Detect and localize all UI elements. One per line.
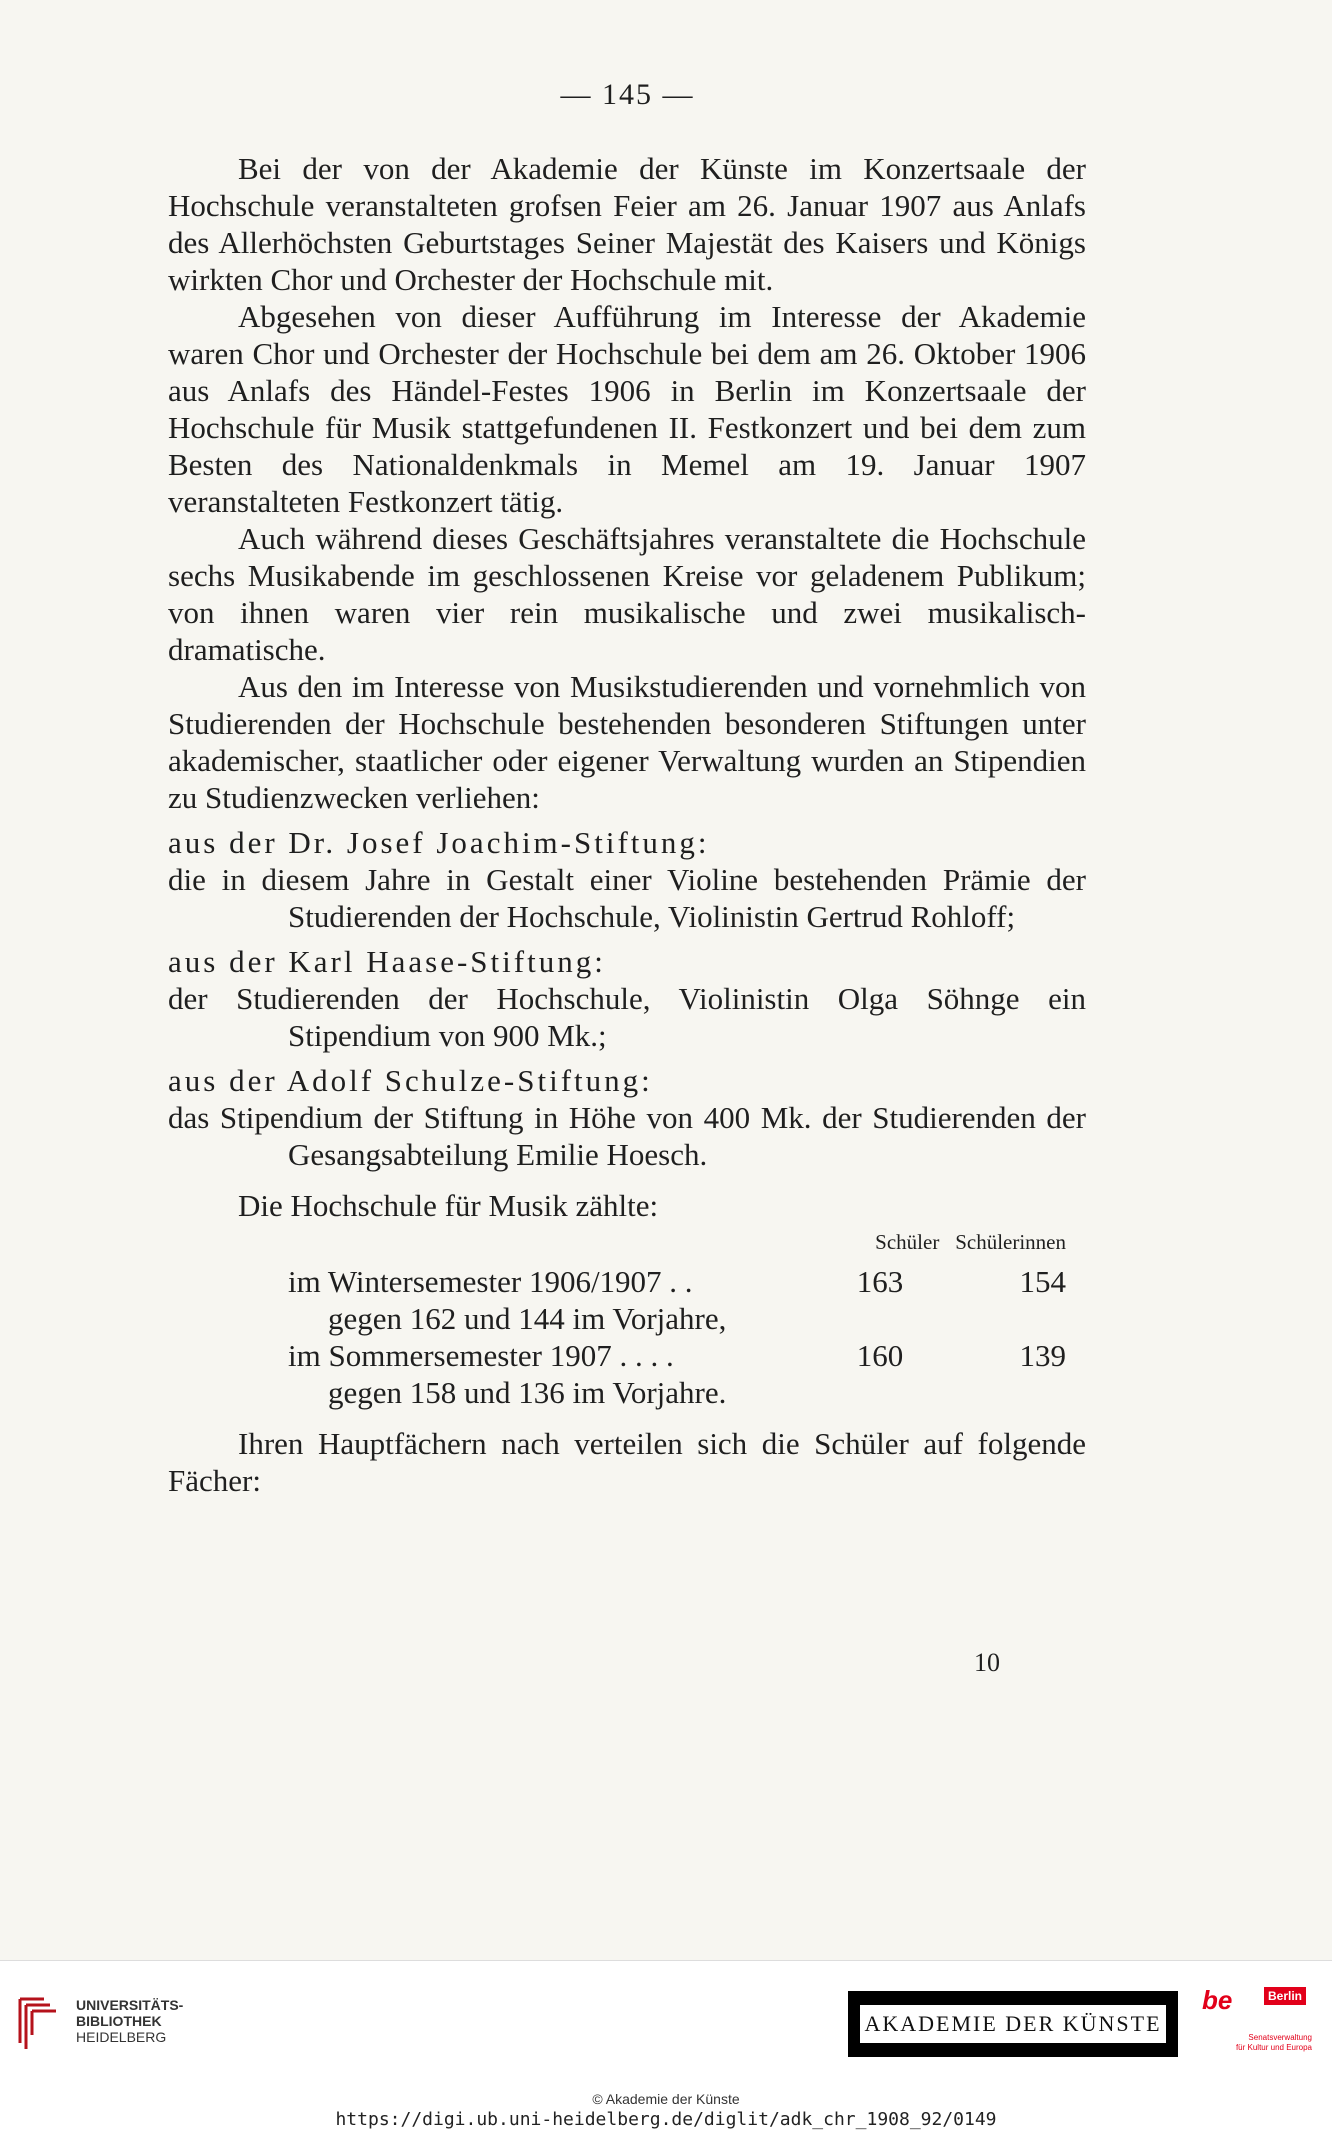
permalink-url[interactable]: https://digi.ub.uni-heidelberg.de/diglit/adk_chr_1908_92/0149 <box>335 2109 997 2130</box>
berlin-tag: Berlin <box>1264 1987 1306 2005</box>
university-library-logo-icon[interactable] <box>14 1991 64 2051</box>
cell-schuelerinnen: 154 <box>1019 1264 1066 1299</box>
stiftung-text-3: das Stipendium der Stiftung in Höhe von 400 Mk. der Studierenden der Gesangsabteilung Emilie Hoesch. <box>168 1100 1086 1172</box>
page-number: — 145 — <box>560 78 695 111</box>
stiftung-heading-2: aus der Karl Haase-Stiftung: <box>168 944 606 979</box>
paragraph-4: Aus den im Interesse von Musikstudierenden und vornehmlich von Studierenden der Hochschule bestehenden besonderen Stiftungen unter akademischer, staatlicher oder eigener Verwaltung wurden an Stipendien zu Studienzwecken verliehen: <box>168 669 1086 815</box>
akademie-der-kuenste-logo[interactable] <box>848 1991 1178 2057</box>
stiftung-heading-3: aus der Adolf Schulze-Stiftung: <box>168 1063 653 1098</box>
paragraph-1: Bei der von der Akademie der Künste im Konzertsaale der Hochschule veranstalteten grofsen Feier am 26. Januar 1907 aus Anlafs des Allerhöchsten Geburtstages Seiner Majestät des Kaisers und Königs wirkten Chor und Orchester der Hochschule mit. <box>168 151 1086 297</box>
akademie-label: AKADEMIE DER KÜNSTE <box>860 2005 1166 2043</box>
table-row <box>288 1374 1086 1411</box>
cell-schuelerinnen: 139 <box>1019 1338 1066 1373</box>
table-row <box>288 1300 1086 1337</box>
row-label: im Sommersemester 1907 . . . . <box>288 1338 674 1373</box>
stiftung-heading-1: aus der Dr. Josef Joachim-Stiftung: <box>168 825 710 860</box>
viewer-footer <box>0 1960 1332 2138</box>
copyright-notice: © Akademie der Künste <box>592 2091 740 2107</box>
column-header-schuelerinnen: Schülerinnen <box>955 1230 1066 1254</box>
stiftung-text-1: die in diesem Jahre in Gestalt einer Violine bestehenden Prämie der Studierenden der Hochschule, Violinistin Gertrud Rohloff; <box>168 862 1086 934</box>
closing-paragraph: Ihren Hauptfächern nach verteilen sich die Schüler auf folgende Fächer: <box>168 1426 1086 1498</box>
berlin-senat-logo[interactable] <box>1202 1985 1312 2065</box>
table-row <box>288 1337 1086 1374</box>
senat-text: Senatsverwaltung für Kultur und Europa <box>1235 2033 1312 2052</box>
cell-schueler: 163 <box>856 1264 904 1299</box>
be-berlin-mark: be <box>1202 1985 1233 2015</box>
signature-mark: 10 <box>974 1648 1000 1677</box>
stats-intro: Die Hochschule für Musik zählte: <box>238 1188 659 1223</box>
row-label: gegen 158 und 136 im Vorjahre. <box>328 1375 727 1410</box>
column-header-schueler: Schüler <box>875 1230 940 1254</box>
university-library-name[interactable]: UNIVERSITÄTS- BIBLIOTHEK HEIDELBERG <box>76 1997 184 2045</box>
paragraph-2: Abgesehen von dieser Aufführung im Interesse der Akademie waren Chor und Orchester der Hochschule bei dem am 26. Oktober 1906 aus Anlafs des Händel-Festes 1906 in Berlin im Konzertsaale der Hochschule für Musik stattgefundenen II. Festkonzert und bei dem zum Besten des Nationaldenkmals in Memel am 19. Januar 1907 veranstalteten Festkonzert tätig. <box>168 299 1086 519</box>
table-header-row <box>288 1224 1086 1263</box>
paragraph-3: Auch während dieses Geschäftsjahres veranstaltete die Hochschule sechs Musikabende im geschlossenen Kreise vor geladenem Publikum; von ihnen waren vier rein musikalische und zwei musikalisch-dramatische. <box>168 521 1086 667</box>
page-text <box>168 150 1086 1499</box>
cell-schueler: 160 <box>856 1338 904 1373</box>
student-count-table <box>288 1224 1086 1411</box>
row-label: im Wintersemester 1906/1907 . . <box>288 1264 693 1299</box>
stiftung-text-2: der Studierenden der Hochschule, Violinistin Olga Söhnge ein Stipendium von 900 Mk.; <box>168 981 1086 1053</box>
table-row <box>288 1263 1086 1300</box>
row-label: gegen 162 und 144 im Vorjahre, <box>328 1301 727 1336</box>
